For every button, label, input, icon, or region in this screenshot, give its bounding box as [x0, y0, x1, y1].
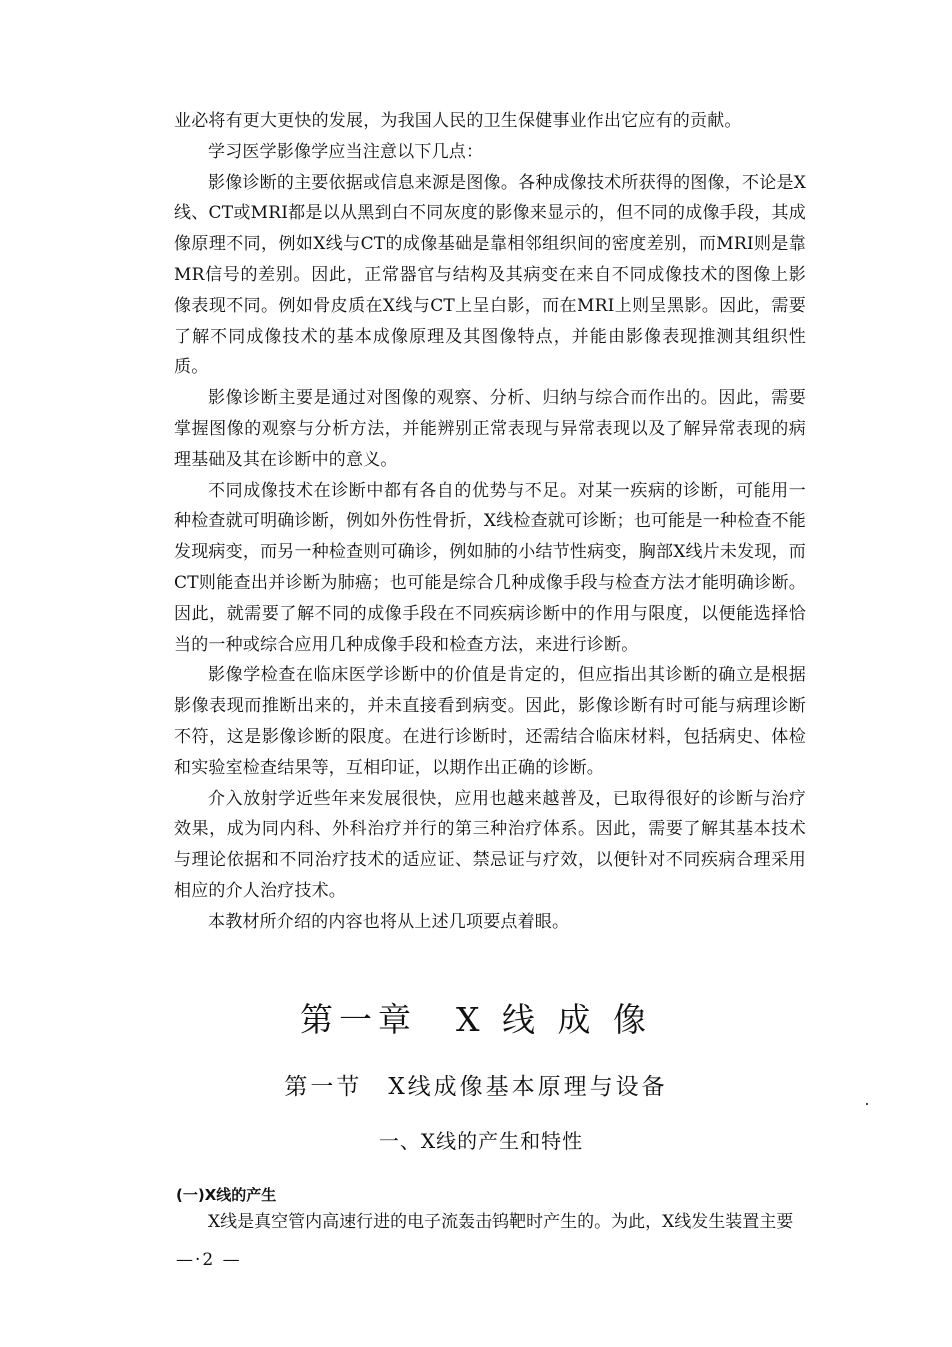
- paragraph-xray-generation: X线是真空管内高速行进的电子流轰击钨靶时产生的。为此，X线发生装置主要: [208, 1212, 794, 1232]
- paragraph-study-points: 学习医学影像学应当注意以下几点：: [208, 141, 484, 162]
- page-number: —·2 —: [176, 1250, 242, 1270]
- section-title: 第一节 X线成像基本原理与设备: [284, 1074, 668, 1100]
- subsection-title: 一、X线的产生和特性: [378, 1129, 584, 1153]
- paragraph-technique-comparison: 不同成像技术在诊断中都有各自的优势与不足。对某一疾病的诊断，可能用一种检查就可明确诊断，例如外伤性骨折，X线检查就可诊断；也可能是一种检查不能发现病变，而另一种检查则可确诊，例如肺的小结节性病变，胸部X线片未发现，而CT则能查出并诊断为肺癌；也可能是综合几种成像手段与检查方法才能明确诊断。因此，就需要了解不同的成像手段在不同疾病诊断中的作用与限度，以便能选择恰当的一种或综合应用几种成像手段和检查方法，来进行诊断。: [174, 480, 806, 655]
- paragraph-diagnosis-limits: 影像学检查在临床医学诊断中的价值是肯定的，但应指出其诊断的确立是根据影像表现而推断出来的，并未直接看到病变。因此，影像诊断有时可能与病理诊断不符，这是影像诊断的限度。在进行诊断时，还需结合临床材料，包括病史、体检和实验室检查结果等，互相印证，以期作出正确的诊断。: [174, 665, 806, 778]
- intro-text-block: [174, 106, 806, 938]
- paragraph-image-source: 影像诊断的主要依据或信息来源是图像。各种成像技术所获得的图像，不论是X线、CT或MRI都是以从黑到白不同灰度的影像来显示的，但不同的成像手段，其成像原理不同，例如X线与CT的成像基础是靠相邻组织间的密度差别，而MRI则是靠MR信号的差别。因此，正常器官与结构及其病变在来自不同成像技术的图像上影像表现不同。例如骨皮质在X线与CT上呈白影，而在MRI上则呈黑影。因此，需要了解不同成像技术的基本成像原理及其图像特点，并能由影像表现推测其组织性质。: [174, 172, 806, 378]
- paragraph-interventional: 介入放射学近些年来发展很快，应用也越来越普及，已取得很好的诊断与治疗效果，成为同内科、外科治疗并行的第三种治疗体系。因此，需要了解其基本技术与理论依据和不同治疗技术的适应证、禁忌证与疗效，以便针对不同疾病合理采用相应的介人治疗技术。: [174, 788, 806, 901]
- scan-speck: [866, 1103, 868, 1105]
- paragraph-textbook-focus: 本教材所介绍的内容也将从上述几项要点着眼。: [208, 911, 570, 932]
- paragraph-image-analysis: 影像诊断主要是通过对图像的观察、分析、归纳与综合而作出的。因此，需要掌握图像的观察与分析方法，并能辨别正常表现与异常表现以及了解异常表现的病理基础及其在诊断中的意义。: [174, 388, 806, 470]
- subsubsection-title: (一)X线的产生: [176, 1186, 277, 1204]
- chapter-title: 第一章 X 线 成 像: [300, 1000, 652, 1040]
- paragraph-continuation: 业必将有更大更快的发展，为我国人民的卫生保健事业作出它应有的贡献。: [174, 111, 742, 131]
